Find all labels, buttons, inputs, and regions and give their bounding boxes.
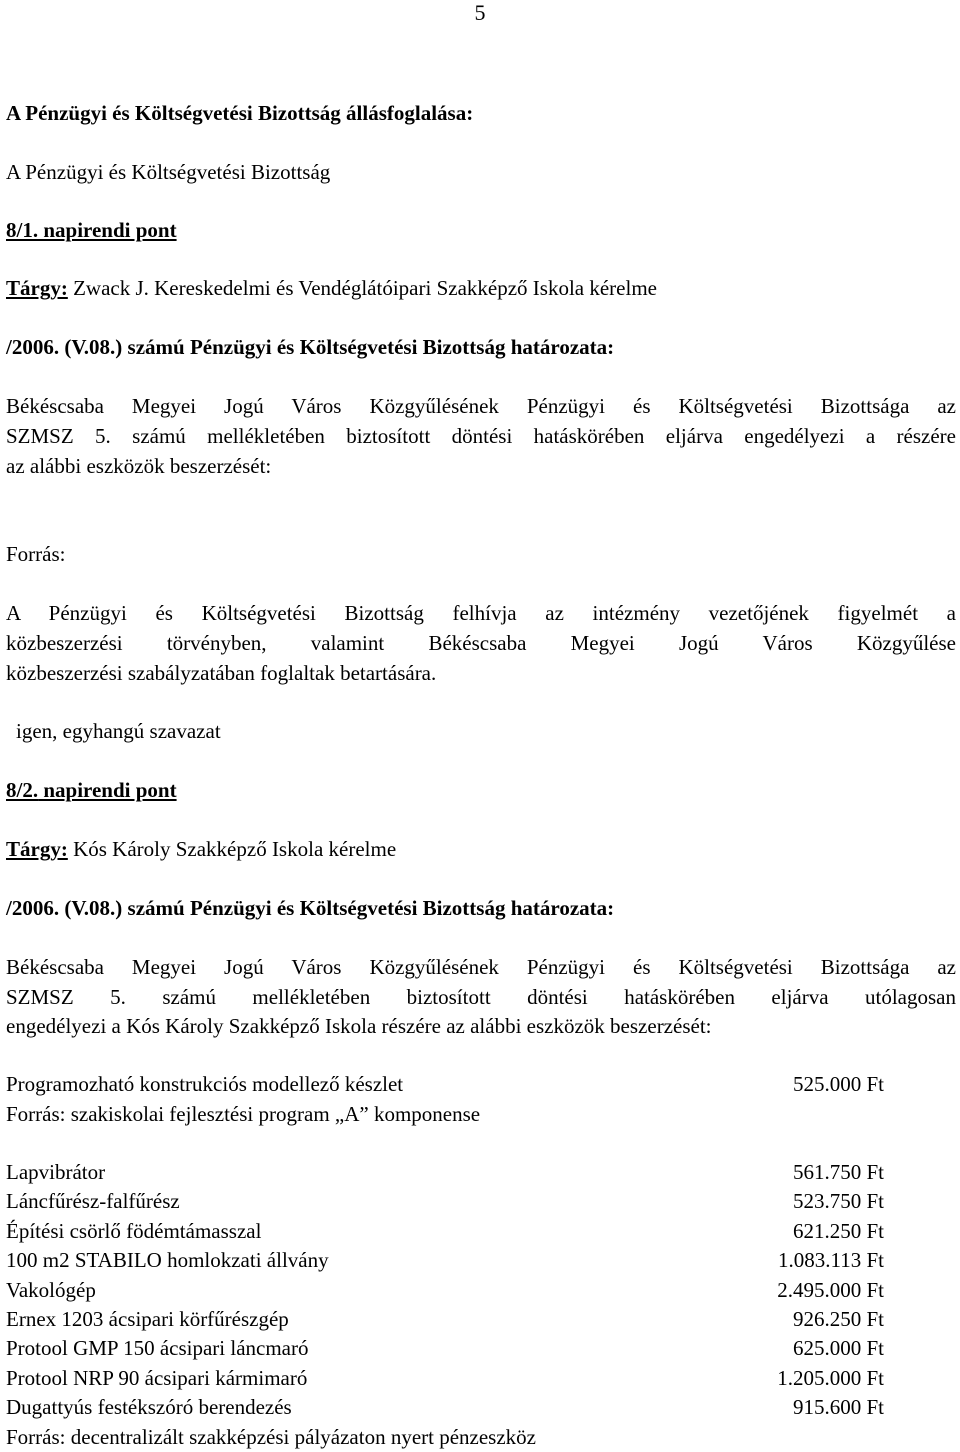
item-amount: 1.205.000 Ft <box>777 1365 884 1390</box>
cost-item-row <box>6 1307 884 1333</box>
paragraph-line: engedélyezi a Kós Károly Szakképző Iskola részére az alábbi eszközök beszerzését: <box>6 1014 712 1038</box>
resolution-number: /2006. (V.08.) <box>6 335 123 359</box>
item-amount: 561.750 Ft <box>792 1160 884 1184</box>
paragraph-line: Békéscsaba Megyei Jogú Város Közgyűlésének Pénzügyi és Költségvetési Bizottsága az <box>6 955 956 979</box>
paragraph-line: SZMSZ 5. számú mellékletében biztosított döntési hatáskörében eljárva engedélyezi a részére <box>6 424 956 448</box>
cost-item-row <box>6 1248 884 1274</box>
resolution-number: /2006. (V.08.) <box>6 896 123 920</box>
cost-item-row <box>6 1072 884 1098</box>
item-name: Láncfűrész-falfűrész <box>6 1189 180 1214</box>
paragraph-line: SZMSZ 5. számú mellékletében biztosított döntési hatáskörében eljárva utólagosan <box>6 985 956 1009</box>
subject-line <box>6 837 396 862</box>
subject-text: Kós Károly Szakképző Iskola kérelme <box>67 837 397 861</box>
item-name: Ernex 1203 ácsipari körfűrészgép <box>6 1307 289 1331</box>
item-amount: 625.000 Ft <box>792 1336 884 1361</box>
paragraph-line: közbeszerzési törvényben, valamint Békéscsaba Megyei Jogú Város Közgyűlése <box>6 631 956 655</box>
item-amount: 525.000 Ft <box>792 1072 884 1096</box>
item-name: 100 m2 STABILO homlokzati állvány <box>6 1248 329 1273</box>
agenda-number: 8/2. <box>6 778 39 802</box>
item-amount: 523.750 Ft <box>792 1189 884 1214</box>
committee-name: A Pénzügyi és Költségvetési Bizottság <box>6 160 331 184</box>
item-name: Programozható konstrukciós modellező készlet <box>6 1072 404 1096</box>
item-name: Protool NRP 90 ácsipari kármimaró <box>6 1365 308 1390</box>
resolution-title <box>6 335 614 360</box>
paragraph-line: Békéscsaba Megyei Jogú Város Közgyűlésének Pénzügyi és Költségvetési Bizottsága az <box>6 394 956 418</box>
cost-item-row <box>6 1219 884 1245</box>
agenda-item-title: 8/1. napirendi pont <box>6 218 177 242</box>
subject-label: Tárgy: <box>6 276 68 300</box>
subject-line <box>6 276 657 301</box>
item-amount: 926.250 Ft <box>792 1307 884 1331</box>
section-heading: A Pénzügyi és Költségvetési Bizottság állásfoglalása: <box>6 101 474 125</box>
cost-item-row <box>6 1189 884 1215</box>
item-name: Dugattyús festékszóró berendezés <box>6 1395 292 1420</box>
paragraph-line: az alábbi eszközök beszerzését: <box>6 454 272 478</box>
cost-item-row <box>6 1336 884 1362</box>
item-amount: 2.495.000 Ft <box>777 1277 884 1302</box>
paragraph-line: közbeszerzési szabályzatában foglaltak betartására. <box>6 661 437 685</box>
item-name: Protool GMP 150 ácsipari láncmaró <box>6 1336 309 1361</box>
subject-text: Zwack J. Kereskedelmi és Vendéglátóipari Szakképző Iskola kérelme <box>67 276 657 300</box>
item-amount: 621.250 Ft <box>792 1218 884 1243</box>
source-note: Forrás: decentralizált szakképzési pályázaton nyert pénzeszköz <box>6 1425 536 1449</box>
agenda-label: napirendi pont <box>38 778 177 802</box>
item-name: Vakológép <box>6 1277 96 1302</box>
source-label: Forrás: <box>6 542 66 566</box>
item-name: Építési csörlő födémtámasszal <box>6 1218 262 1243</box>
vote-result: igen, egyhangú szavazat <box>16 719 221 743</box>
cost-item-row <box>6 1160 884 1186</box>
paragraph-line: A Pénzügyi és Költségvetési Bizottság felhívja az intézmény vezetőjének figyelmét a <box>6 601 956 625</box>
page-number: 5 <box>474 0 486 25</box>
resolution-text: számú Pénzügyi és Költségvetési Bizottság határozata: <box>122 335 615 359</box>
cost-item-row <box>6 1278 884 1304</box>
resolution-text: számú Pénzügyi és Költségvetési Bizottság határozata: <box>122 896 615 920</box>
cost-item-row <box>6 1366 884 1392</box>
agenda-item-title <box>6 778 177 803</box>
source-note: Forrás: szakiskolai fejlesztési program „A” komponense <box>6 1102 481 1126</box>
item-amount: 915.600 Ft <box>792 1395 884 1420</box>
resolution-title <box>6 896 614 921</box>
subject-label: Tárgy: <box>6 837 68 861</box>
cost-item-row <box>6 1395 884 1421</box>
item-name: Lapvibrátor <box>6 1160 106 1184</box>
item-amount: 1.083.113 Ft <box>778 1248 884 1273</box>
